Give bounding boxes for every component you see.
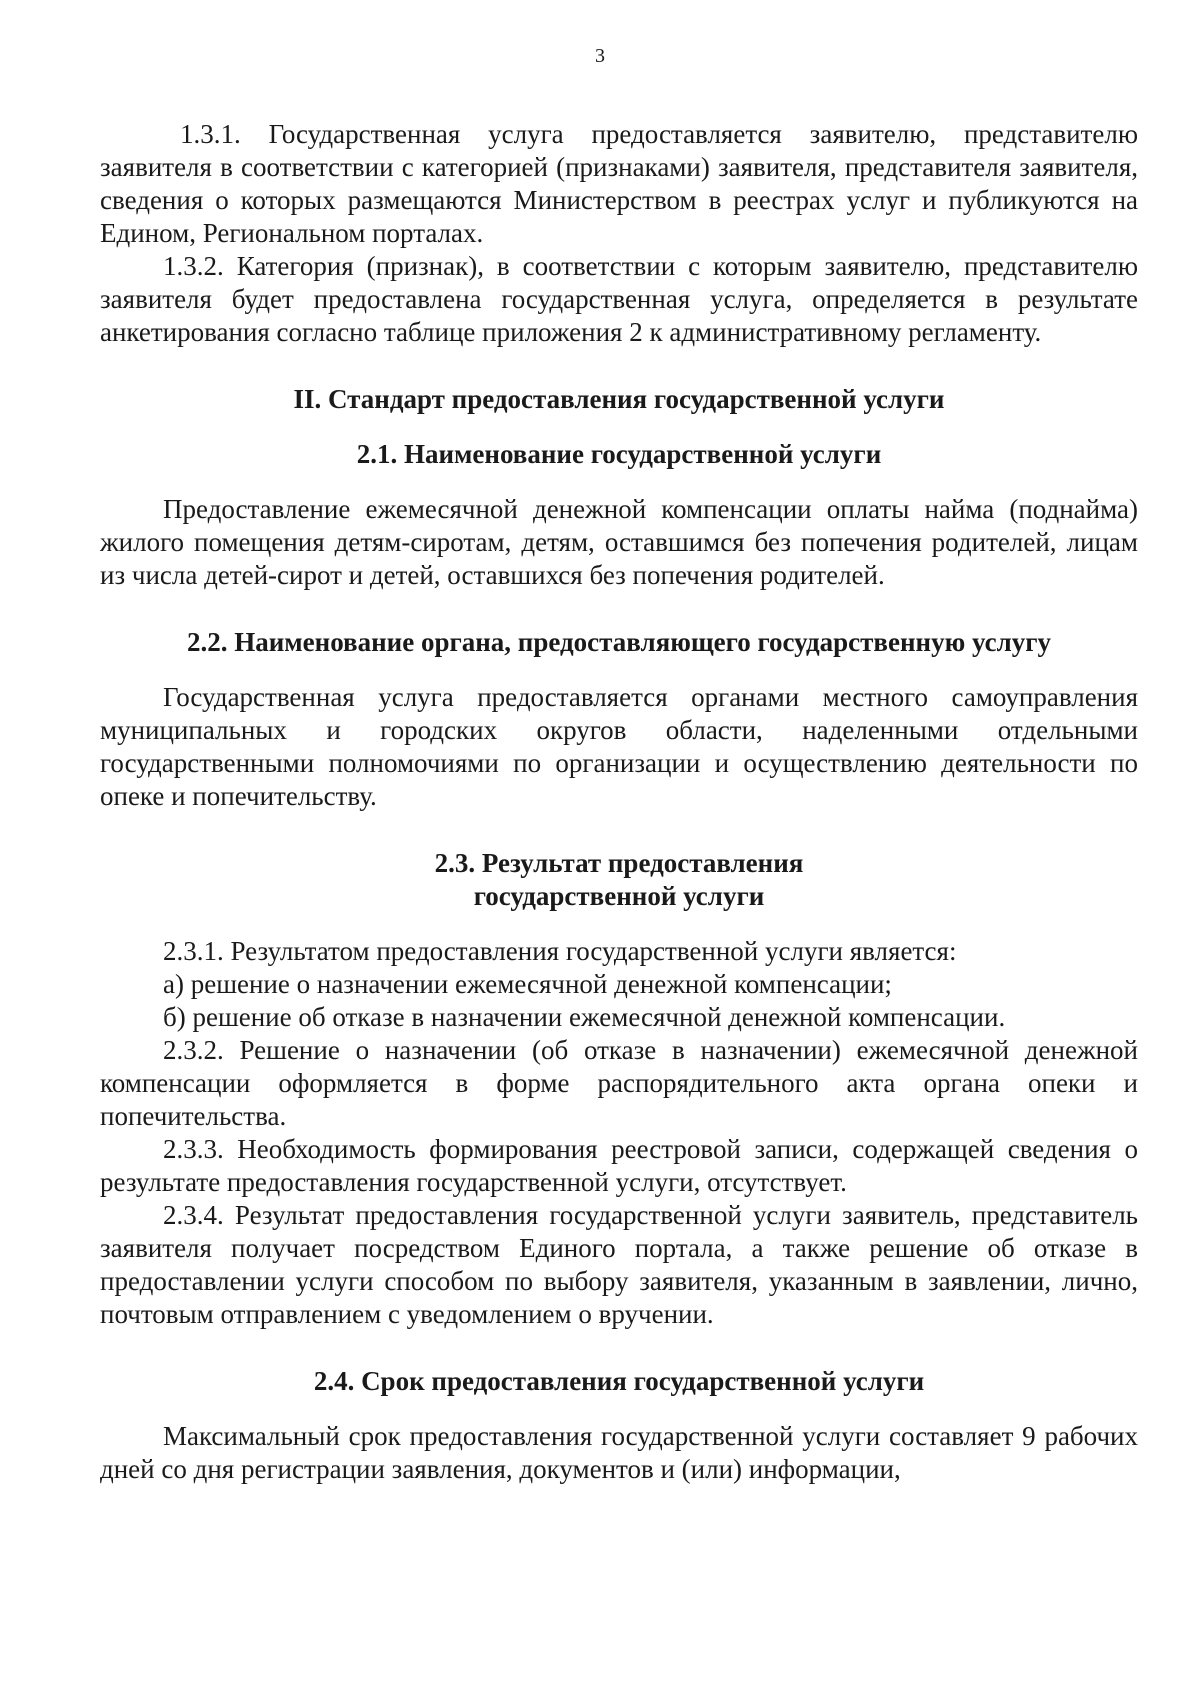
- paragraph-2-3-2: 2.3.2. Решение о назначении (об отказе в назначении) ежемесячной денежной компенсации оформляется в форме распорядительного акта органа опеки и попечительства.: [100, 1035, 1138, 1131]
- paragraph-2-3-4: 2.3.4. Результат предоставления государственной услуги заявитель, представитель заявителя получает посредством Единого портала, а также решение об отказе в предоставлении услуги способом по выбору заявителя, указанным в заявлении, лично, почтовым отправлением с уведомлением о вручении.: [100, 1200, 1138, 1329]
- paragraph-2-4: Максимальный срок предоставления государственной услуги составляет 9 рабочих дней со дня регистрации заявления, документов и (или) информации,: [100, 1421, 1138, 1484]
- section-heading-ii: II. Стандарт предоставления государственной услуги: [293, 384, 945, 414]
- heading-2-4: 2.4. Срок предоставления государственной услуги: [313, 1366, 925, 1396]
- paragraph-1-3-2: 1.3.2. Категория (признак), в соответствии с которым заявителю, представителю заявителя будет предоставлена государственная услуга, определяется в результате анкетирования согласно таблице приложения 2 к административному регламенту.: [100, 251, 1138, 347]
- heading-2-3-line-1: 2.3. Результат предоставления: [434, 848, 804, 878]
- page-number: 3: [595, 45, 605, 67]
- list-item-2-3-1-b: б) решение об отказе в назначении ежемесячной денежной компенсации.: [163, 1002, 1006, 1032]
- paragraph-2-3-3: 2.3.3. Необходимость формирования реестровой записи, содержащей сведения о результате предоставления государственной услуги, отсутствует.: [100, 1134, 1138, 1197]
- heading-2-3-line-2: государственной услуги: [473, 881, 765, 911]
- paragraph-2-2: Государственная услуга предоставляется органами местного самоуправления муниципальных и городских округов области, наделенными отдельными государственными полномочиями по организации и осуществлению деятельности по опеке и попечительству.: [100, 682, 1138, 811]
- heading-2-1: 2.1. Наименование государственной услуги: [356, 439, 882, 469]
- heading-2-2: 2.2. Наименование органа, предоставляющего государственную услугу: [186, 627, 1052, 657]
- page-content: [100, 118, 1138, 1486]
- paragraph-1-3-1: 1.3.1. Государственная услуга предоставляется заявителю, представителю заявителя в соответствии с категорией (признаками) заявителя, представителя заявителя, сведения о которых размещаются Министерством в реестрах услуг и публикуются на Едином, Региональном порталах.: [100, 119, 1138, 248]
- heading-2-3: [100, 847, 1138, 913]
- paragraph-2-3-1: 2.3.1. Результатом предоставления государственной услуги является:: [163, 936, 957, 966]
- list-item-2-3-1-a: а) решение о назначении ежемесячной денежной компенсации;: [163, 969, 892, 999]
- paragraph-2-1: Предоставление ежемесячной денежной компенсации оплаты найма (поднайма) жилого помещения детям-сиротам, детям, оставшимся без попечения родителей, лицам из числа детей-сирот и детей, оставшихся без попечения родителей.: [100, 494, 1138, 590]
